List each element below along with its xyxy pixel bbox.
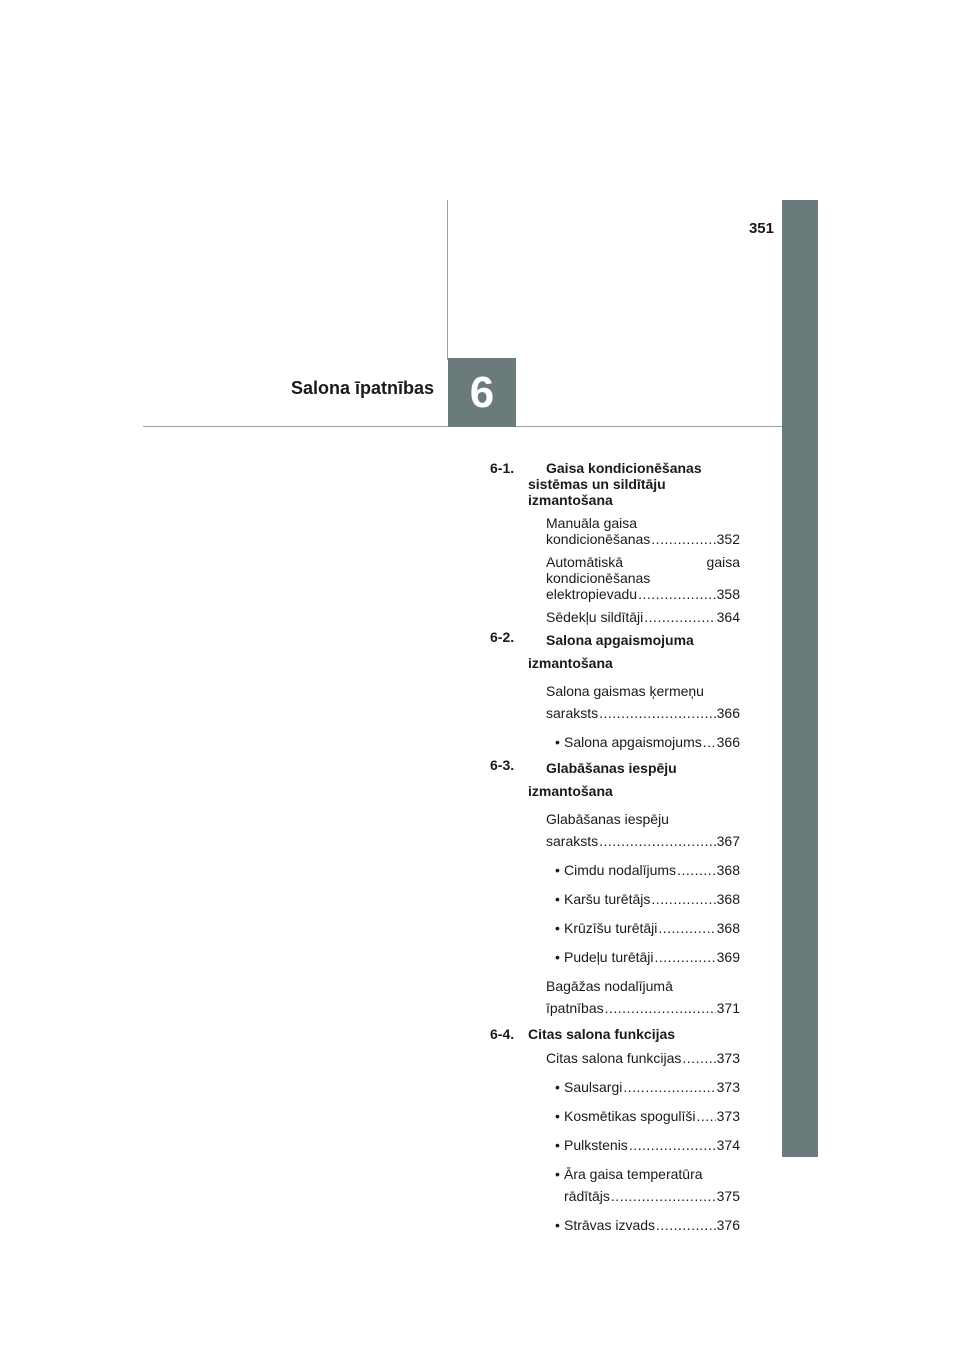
bullet: • <box>555 1079 560 1095</box>
leader-dots <box>677 859 716 881</box>
section-title: Salona apgaismojuma izmantošana <box>528 632 694 671</box>
leader-dots <box>703 731 716 753</box>
leader-dots <box>611 1185 716 1207</box>
bullet: • <box>555 949 560 965</box>
page-ref: 368 <box>716 920 740 936</box>
page-number: 351 <box>748 220 774 237</box>
leader-dots <box>629 1134 716 1156</box>
toc-entry[interactable]: Citas salona funkcijas ..... 373 <box>528 1047 740 1069</box>
toc-subentry[interactable]: • Karšu turētājs ..... 368 <box>537 888 740 910</box>
leader-dots <box>638 586 716 602</box>
toc-entry[interactable]: Manuāla gaisa kondicionēšanas ..... 352 <box>528 515 740 547</box>
table-of-contents <box>490 460 740 1243</box>
page-ref: 364 <box>716 609 740 625</box>
toc-section-6-4 <box>490 1026 740 1042</box>
leader-dots <box>599 830 716 852</box>
chapter-side-tab <box>782 200 818 1157</box>
section-title: Gaisa kondicionēšanas sistēmas un sildītāju izmantošana <box>528 460 702 508</box>
section-title: Citas salona funkcijas <box>528 1026 676 1042</box>
bullet: • <box>555 891 560 907</box>
section-number: 6-3. <box>490 757 515 773</box>
section-title: Glabāšanas iespēju izmantošana <box>528 760 677 799</box>
leader-dots <box>651 531 715 547</box>
bullet: • <box>555 734 560 750</box>
page-ref: 373 <box>716 1050 740 1066</box>
toc-entry[interactable]: Automātiskā gaisa kondicionēšanas elektropievadu ..... 358 <box>528 554 740 602</box>
toc-entry[interactable]: Sēdekļu sildītāji ..... 364 <box>528 609 740 625</box>
bullet: • <box>555 1166 560 1182</box>
toc-subentry[interactable]: • Strāvas izvads ..... 376 <box>537 1214 740 1236</box>
chapter-title: Salona īpatnības <box>290 378 434 398</box>
page-ref: 375 <box>716 1188 740 1204</box>
section-number: 6-1. <box>490 460 515 476</box>
bullet: • <box>555 1217 560 1233</box>
page-ref: 352 <box>716 531 740 547</box>
page-ref: 371 <box>716 1000 740 1016</box>
leader-dots <box>605 997 716 1019</box>
toc-subentry[interactable]: • Saulsargi ..... 373 <box>537 1076 740 1098</box>
section-number: 6-4. <box>490 1026 515 1042</box>
leader-dots <box>599 702 716 724</box>
toc-subentry[interactable]: • Āra gaisa temperatūra rādītājs ..... 375 <box>537 1163 740 1207</box>
page-ref: 366 <box>716 705 740 721</box>
bullet: • <box>555 920 560 936</box>
toc-section-6-3 <box>490 757 740 803</box>
leader-dots <box>651 888 715 910</box>
toc-entry[interactable]: Salona gaismas ķermeņu saraksts ..... 366 <box>528 680 740 724</box>
toc-section-6-2 <box>490 629 740 675</box>
toc-entry[interactable]: Glabāšanas iespēju saraksts ..... 367 <box>528 808 740 852</box>
leader-dots <box>697 1105 716 1127</box>
leader-dots <box>682 1047 715 1069</box>
page-ref: 369 <box>716 949 740 965</box>
leader-dots <box>658 917 715 939</box>
page-ref: 374 <box>716 1137 740 1153</box>
page-ref: 373 <box>716 1079 740 1095</box>
toc-section-6-1 <box>490 460 740 508</box>
section-number: 6-2. <box>490 629 515 645</box>
leader-dots <box>655 946 716 968</box>
page-ref: 373 <box>716 1108 740 1124</box>
page-ref: 368 <box>716 891 740 907</box>
toc-subentry[interactable]: • Cimdu nodalījums ..... 368 <box>537 859 740 881</box>
leader-dots <box>656 1214 716 1236</box>
bullet: • <box>555 1137 560 1153</box>
bullet: • <box>555 862 560 878</box>
toc-subentry[interactable]: • Pulkstenis ..... 374 <box>537 1134 740 1156</box>
leader-dots <box>623 1076 715 1098</box>
toc-subentry[interactable]: • Pudeļu turētāji ..... 369 <box>537 946 740 968</box>
leader-dots <box>644 609 715 625</box>
page-ref: 367 <box>716 833 740 849</box>
bullet: • <box>555 1108 560 1124</box>
page-ref: 376 <box>716 1217 740 1233</box>
toc-subentry[interactable]: • Salona apgaismojums ..... 366 <box>537 731 740 753</box>
page-ref: 368 <box>716 862 740 878</box>
page-ref: 366 <box>716 734 740 750</box>
toc-subentry[interactable]: • Krūzīšu turētāji ..... 368 <box>537 917 740 939</box>
page-ref: 358 <box>716 586 740 602</box>
toc-entry[interactable]: Bagāžas nodalījumā īpatnības ..... 371 <box>528 975 740 1019</box>
chapter-number-box: 6 <box>448 358 516 427</box>
toc-subentry[interactable]: • Kosmētikas spogulīši ..... 373 <box>537 1105 740 1127</box>
vertical-rule <box>447 200 448 360</box>
